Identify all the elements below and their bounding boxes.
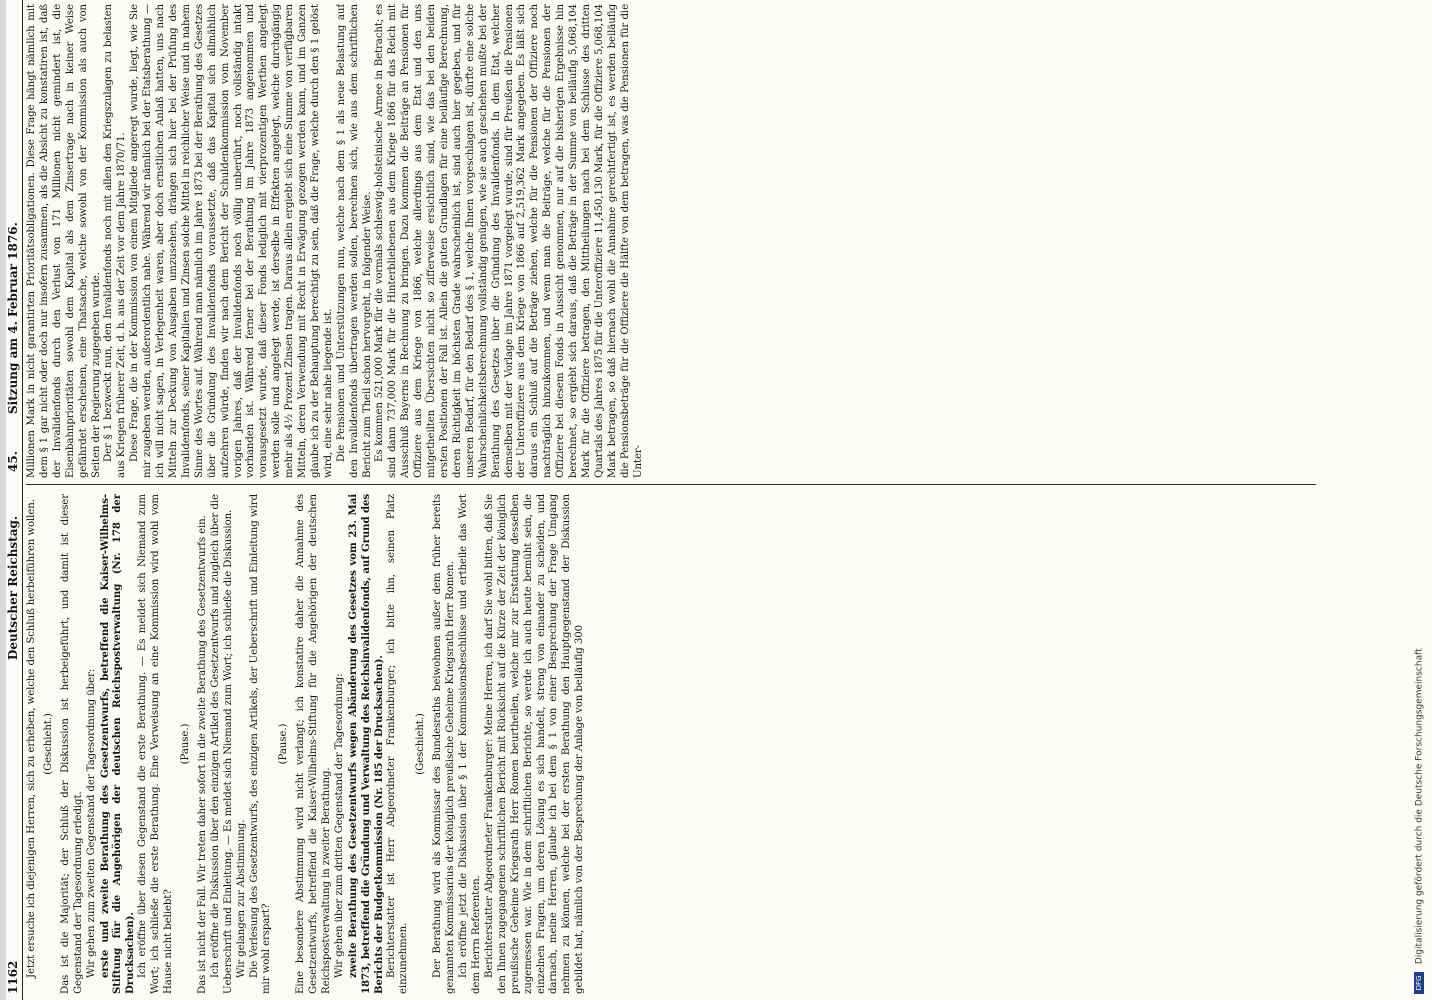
publication-title: Deutscher Reichstag. bbox=[6, 515, 20, 660]
paragraph: Ich eröffne jetzt die Diskussion über § 1 der Kommissionsbeschlüsse und ertheile das Wort dem Herrn Referenten. bbox=[458, 494, 482, 994]
paragraph: Das ist nicht der Fall. Wir treten daher sofort in die zweite Berathung des Gesetzentwurfs ein. bbox=[196, 515, 208, 994]
credit-text: Digitalisierung gefördert durch die Deutsche Forschungsgemeinschaft bbox=[1414, 648, 1425, 965]
session-date: Sitzung am 4. Februar 1876. bbox=[6, 222, 20, 414]
paragraph: Eine besondere Abstimmung wird nicht verlangt; ich konstatire daher die Annahme des Gesetzentwurfs, betreffend die Kaiser-Wilhelms-Stiftung für die Angehörigen der deutschen Reichspostverwaltung in zweiter Berathung. bbox=[295, 494, 333, 994]
paragraph: Berichterstatter Abgeordneter Frankenburger: Meine Herren, ich darf Sie wohl bitten, daß Sie den Ihnen zugegangenen schriftlichen Bericht mit Rücksicht auf die Kürze der Zeit der königlich preußische Geheime Kriegsrath Herr Romen beurtheilen, welche mir zur Erstattung desselben zugemessen war. Wie in dem schriftlichen Berichte, so werde ich auch heute bemüht sein, die einzelnen Fragen, um deren Lösung es sich handelt, streng von einander zu scheiden, und darnach, meine Herren, glaube ich bei dem § 1 von einer Besprechung der Frage Umgang nehmen zu können, welche bei der ersten Berathung den Hauptgegenstand der Diskussion gebildet hat, nämlich von der Besprechung der Anlage von beiläufig 300 bbox=[483, 494, 586, 994]
paragraph: Der § 1 bezweckt nun, den Invalidenfonds noch mit allen den Kriegszulagen zu belasten aus Kriegen früherer Zeit, d. h. aus der Zeit vor dem Jahre 1870/71. bbox=[103, 4, 128, 478]
left-column bbox=[26, 494, 1316, 994]
paragraph: Die Verlesung des Gesetzentwurfs, des einzigen Artikels, der Ueberschrift und Einleitung wird mir wohl erspart? bbox=[248, 494, 273, 994]
session-number: 45. bbox=[6, 451, 20, 472]
agenda-item: zweite Berathung des Gesetzentwurfs wegen Abänderung des Gesetzes vom 23. Mai 1873, betreffend die Gründung und Verwaltung des Reichsinvalidenfonds, auf Grund des Berichts der Budgetkommission (Nr. 185 der Drucksachen). bbox=[346, 494, 385, 994]
paragraph: Wir gehen zum zweiten Gegenstand der Tagesordnung über: bbox=[85, 668, 97, 978]
column-divider bbox=[26, 484, 1316, 485]
paragraph: Ich eröffne die Diskussion über den einzigen Artikel des Gesetzentwurfs und zugleich über die Ueberschrift und Einleitung. — Es meldet sich Niemand zum Wort; ich schließe die Diskussion. bbox=[209, 494, 234, 994]
paragraph: Die Pensionen und Unterstützungen nun, welche nach dem § 1 als neue Belastung auf den Invalidenfonds übertragen werden sollen, berechnen sich, wie aus dem schriftlichen Bericht zum Theil schon hervorgeht, in folgender Weise. bbox=[335, 4, 373, 478]
paragraph: Es kommen 521,000 Mark für die vormals schleswig-holsteinische Armee in Betracht; es sind dann 737,000 Mark für die Hinterbliebenen aus dem Kriege 1866 für das Reich mit Ausschluß Bayerns in Rechnung zu bringen. Dazu kommen die Beiträge an Pensionen für Offiziere aus dem Kriege von 1866, welche allerdings aus dem Etat und den uns mitgetheilten Übersichten nicht so zifferweise ersichtlich sind, wie das bei den beiden ersten Positionen der Fall ist. Allein die guten Grundlagen für eine beiläufige Berechnung, deren Richtigkeit im höchsten Grade wahrscheinlich ist, sind auch hier gegeben, und für unseren Bedarf, für den Bedarf des § 1, welche Ihnen vorgeschlagen ist, dürfte eine solche Wahrscheinlichkeitsberechnung vollständig genügen, wie sie auch geschehen mußte bei der Berathung des Gesetzes über die Gründung des Invalidenfonds. In dem Etat, welcher demselben mit der Vorlage im Jahre 1871 vorgelegt wurde, sind für Preußen die Pensionen der Unteroffiziere aus dem Kriege von 1866 auf 2,519,362 Mark angegeben. Es läßt sich daraus ein Schluß auf die Beträge ziehen, welche für die Pensionen der Offiziere noch nachträglich hinzukommen, und wenn man die Beiträge, welche für die Pensionen der Offiziere bei diesem Fonds in Aussicht genommen, nur auf die bisherigen Ergebnisse hin berechnet, so ergiebt sich daraus, daß die Beträge in der Summe von beiläufig 5,068,104 Mark für die Offiziere betragen, den Mittheilungen nach bei dem Schlusse des dritten Quartals des Jahres 1875 für die Unteroffiziere 11,450,130 Mark, für die Offiziere 5,068,104 Mark betragen, so daß hiernach wohl die Annahme gerechtfertigt ist, es werden beiläufig die Pensionsbeträge für die Offiziere die Hälfte von dem betragen, was die Pensionen für die Unter- bbox=[374, 4, 644, 478]
stage-direction: (Pause.) bbox=[179, 723, 191, 765]
paragraph: Wir gelangen zur Abstimmung. bbox=[235, 819, 247, 978]
agenda-item: erste und zweite Berathung des Gesetzentwurfs, betreffend die Kaiser-Wilhelms-Stiftung für die Angehörigen der deutschen Reichspostverwaltung (Nr. 178 der Drucksachen). bbox=[98, 494, 137, 994]
stage-direction: (Pause.) bbox=[278, 723, 290, 765]
dfg-logo: DFG bbox=[1414, 972, 1424, 994]
paragraph: Der Berathung wird als Kommissar des Bundesraths beiwohnen außer dem früher bereits genannten Kommissarius der königlich preußische Geheime Kriegsrath Herr Romen. bbox=[432, 494, 457, 994]
page-number: 1162 bbox=[6, 960, 20, 994]
paragraph: Ich eröffne über diesen Gegenstand die erste Berathung. — Es meldet sich Niemand zum Wort; ich schließe die erste Berathung. Eine Verweisung an eine Kommission wird wohl vom Hause nicht beliebt? bbox=[137, 494, 175, 994]
stage-direction: (Geschieht.) bbox=[42, 713, 54, 775]
paragraph: Das ist die Majorität; der Schluß der Diskussion ist herbeigeführt, und damit ist dieser Gegenstand der Tagesordnung erledigt. bbox=[59, 494, 84, 994]
paragraph: Wir gehen über zum dritten Gegenstand der Tagesordnung: bbox=[333, 673, 345, 978]
digitization-credit bbox=[1414, 6, 1428, 994]
paragraph: Berichterstatter ist Herr Abgeordneter Frankenburger; ich bitte ihn, seinen Platz einzunehmen. bbox=[385, 494, 410, 994]
paragraph: Diese Frage, die in der Kommission von einem Mitgliede angeregt wurde, liegt, wie Sie mir zugeben werden, außerordentlich nahe. Während wir nämlich bei der Etatsberathung — ich will nicht sagen, in Verlegenheit waren, aber doch ernstlichen Anlaß hatten, uns nach Mitteln zur Deckung von Ausgaben umzusehen, drängen sich hier bei der Prüfung des Invalidenfonds, seiner Kapitalien und Zinsen solche Mittel in reichlicher Weise und in nahem Sinne des Wortes auf. Während man nämlich im Jahre 1873 bei der Berathung des Gesetzes über die Gründung des Invalidenfonds voraussetzte, daß das Kapital sich allmählich aufzehren würde, finden wir nach dem Bericht der Schuldenkommission vom November vorigen Jahres, daß der Invalidenfonds noch völlig unberührt, noch vollständig intakt vorhanden ist. Während ferner bei der Berathung im Jahre 1873 angenommen und vorausgesetzt wurde, daß dieser Fonds lediglich mit vierprozentigen Werthen angelegt werden solle und angelegt werde, ist derselbe in Effekten angelegt, welche durchgängig mehr als 4½ Prozent Zinsen tragen. Daraus allein ergiebt sich eine Summe von verfügbaren Mitteln, deren Verwendung mit Recht in Erwägung gezogen werden kann, und im Ganzen glaube ich zu der Behauptung berechtigt zu sein, daß die Frage, welche durch den § 1 gelöst wird, eine sehr nahe liegende ist. bbox=[129, 4, 334, 478]
right-column bbox=[26, 4, 1316, 478]
stage-direction: (Geschieht.) bbox=[415, 713, 427, 775]
header-rule bbox=[22, 0, 23, 1000]
paragraph: Millionen Mark in nicht garantirten Prioritätsobligationen. Diese Frage hängt nämlich mit dem § 1 gar nicht oder doch nur insofern zusammen, als die Absicht zu konstatiren ist, daß der Invalidenfonds durch den Verlust von 171 Millionen nicht gemindert ist, die Eisenbahnprioritäten sowohl dem Kapital als dem Zinsertrage nach in keiner Weise gefährdet erscheinen, eine Thatsache, welche sowohl von der Kommission als auch von Seiten der Regierung zugegeben wurde. bbox=[26, 4, 102, 478]
paragraph: Jetzt ersuche ich diejenigen Herren, sich zu erheben, welche den Schluß herbeiführen wollen. bbox=[26, 499, 37, 978]
